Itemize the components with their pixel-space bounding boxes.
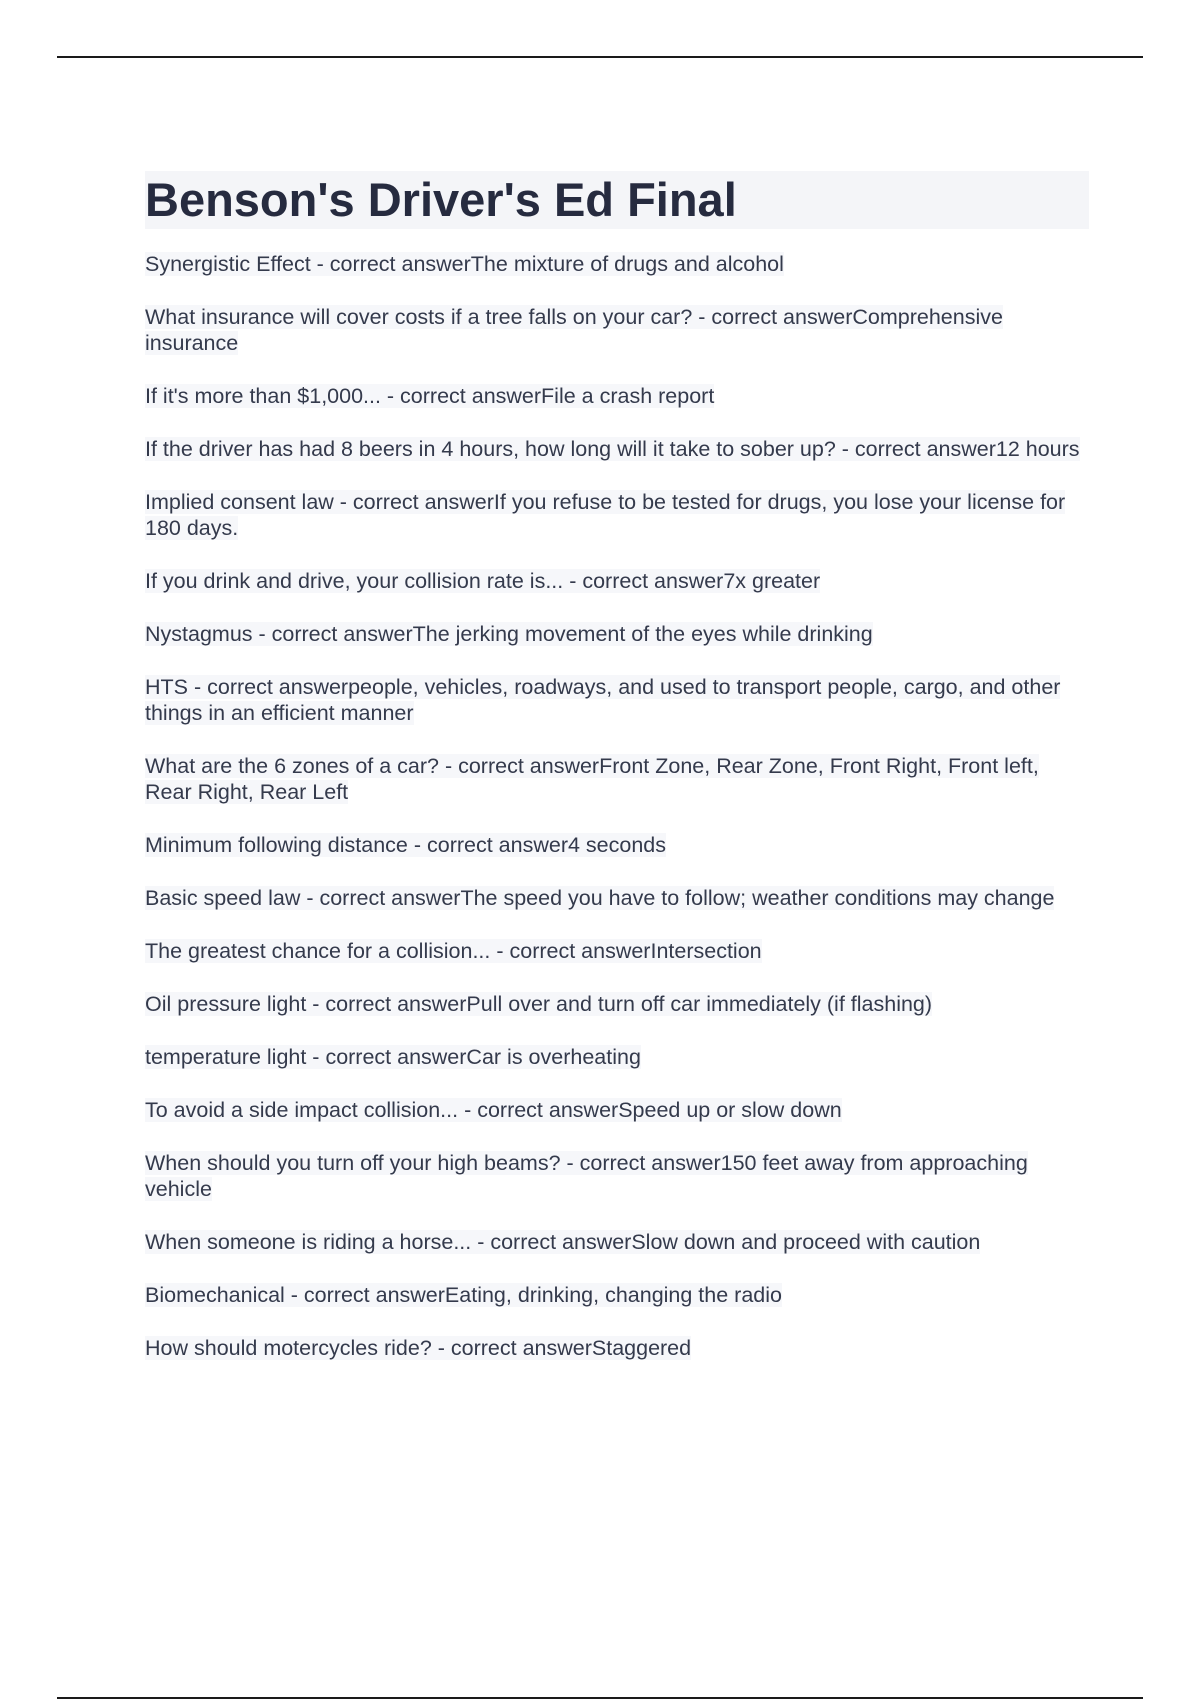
qa-item: [145, 383, 1089, 409]
qa-text: When should you turn off your high beams? - correct answer150 feet away from approaching vehicle: [145, 1151, 1028, 1201]
qa-item: [145, 832, 1089, 858]
qa-text: Implied consent law - correct answerIf you refuse to be tested for drugs, you lose your license for 180 days.: [145, 490, 1066, 540]
qa-item: [145, 938, 1089, 964]
qa-item: [145, 436, 1089, 462]
qa-text: What are the 6 zones of a car? - correct answerFront Zone, Rear Zone, Front Right, Front left, Rear Right, Rear Left: [145, 754, 1039, 804]
qa-item: [145, 753, 1089, 805]
qa-text: What insurance will cover costs if a tree falls on your car? - correct answerComprehensive insurance: [145, 305, 1003, 355]
qa-text: If it's more than $1,000... - correct answerFile a crash report: [145, 384, 715, 408]
qa-text: Minimum following distance - correct answer4 seconds: [145, 833, 666, 857]
qa-text: To avoid a side impact collision... - correct answerSpeed up or slow down: [145, 1098, 842, 1122]
qa-text: Oil pressure light - correct answerPull over and turn off car immediately (if flashing): [145, 992, 933, 1016]
qa-item: [145, 674, 1089, 726]
qa-item: [145, 885, 1089, 911]
qa-text: If you drink and drive, your collision rate is... - correct answer7x greater: [145, 569, 821, 593]
qa-item: [145, 568, 1089, 594]
qa-item: [145, 1335, 1089, 1361]
qa-text: The greatest chance for a collision... - correct answerIntersection: [145, 939, 762, 963]
qa-list: [145, 251, 1089, 1361]
qa-item: [145, 251, 1089, 277]
document-body: [145, 171, 1089, 1388]
qa-text: Basic speed law - correct answerThe speed you have to follow; weather conditions may change: [145, 886, 1055, 910]
qa-text: How should motercycles ride? - correct answerStaggered: [145, 1336, 692, 1360]
top-divider: [57, 56, 1143, 58]
qa-item: [145, 1282, 1089, 1308]
qa-text: Nystagmus - correct answerThe jerking movement of the eyes while drinking: [145, 622, 873, 646]
qa-text: If the driver has had 8 beers in 4 hours, how long will it take to sober up? - correct answer12 hours: [145, 437, 1080, 461]
qa-text: HTS - correct answerpeople, vehicles, roadways, and used to transport people, cargo, and other things in an efficient manner: [145, 675, 1061, 725]
qa-item: [145, 1044, 1089, 1070]
qa-text: temperature light - correct answerCar is overheating: [145, 1045, 641, 1069]
qa-text: Biomechanical - correct answerEating, drinking, changing the radio: [145, 1283, 782, 1307]
qa-item: [145, 1097, 1089, 1123]
qa-item: [145, 304, 1089, 356]
qa-text: Synergistic Effect - correct answerThe mixture of drugs and alcohol: [145, 252, 784, 276]
qa-item: [145, 621, 1089, 647]
qa-text: When someone is riding a horse... - correct answerSlow down and proceed with caution: [145, 1230, 981, 1254]
qa-item: [145, 1229, 1089, 1255]
document-title: Benson's Driver's Ed Final: [145, 171, 1089, 229]
qa-item: [145, 1150, 1089, 1202]
qa-item: [145, 991, 1089, 1017]
qa-item: [145, 489, 1089, 541]
bottom-divider: [57, 1697, 1143, 1699]
